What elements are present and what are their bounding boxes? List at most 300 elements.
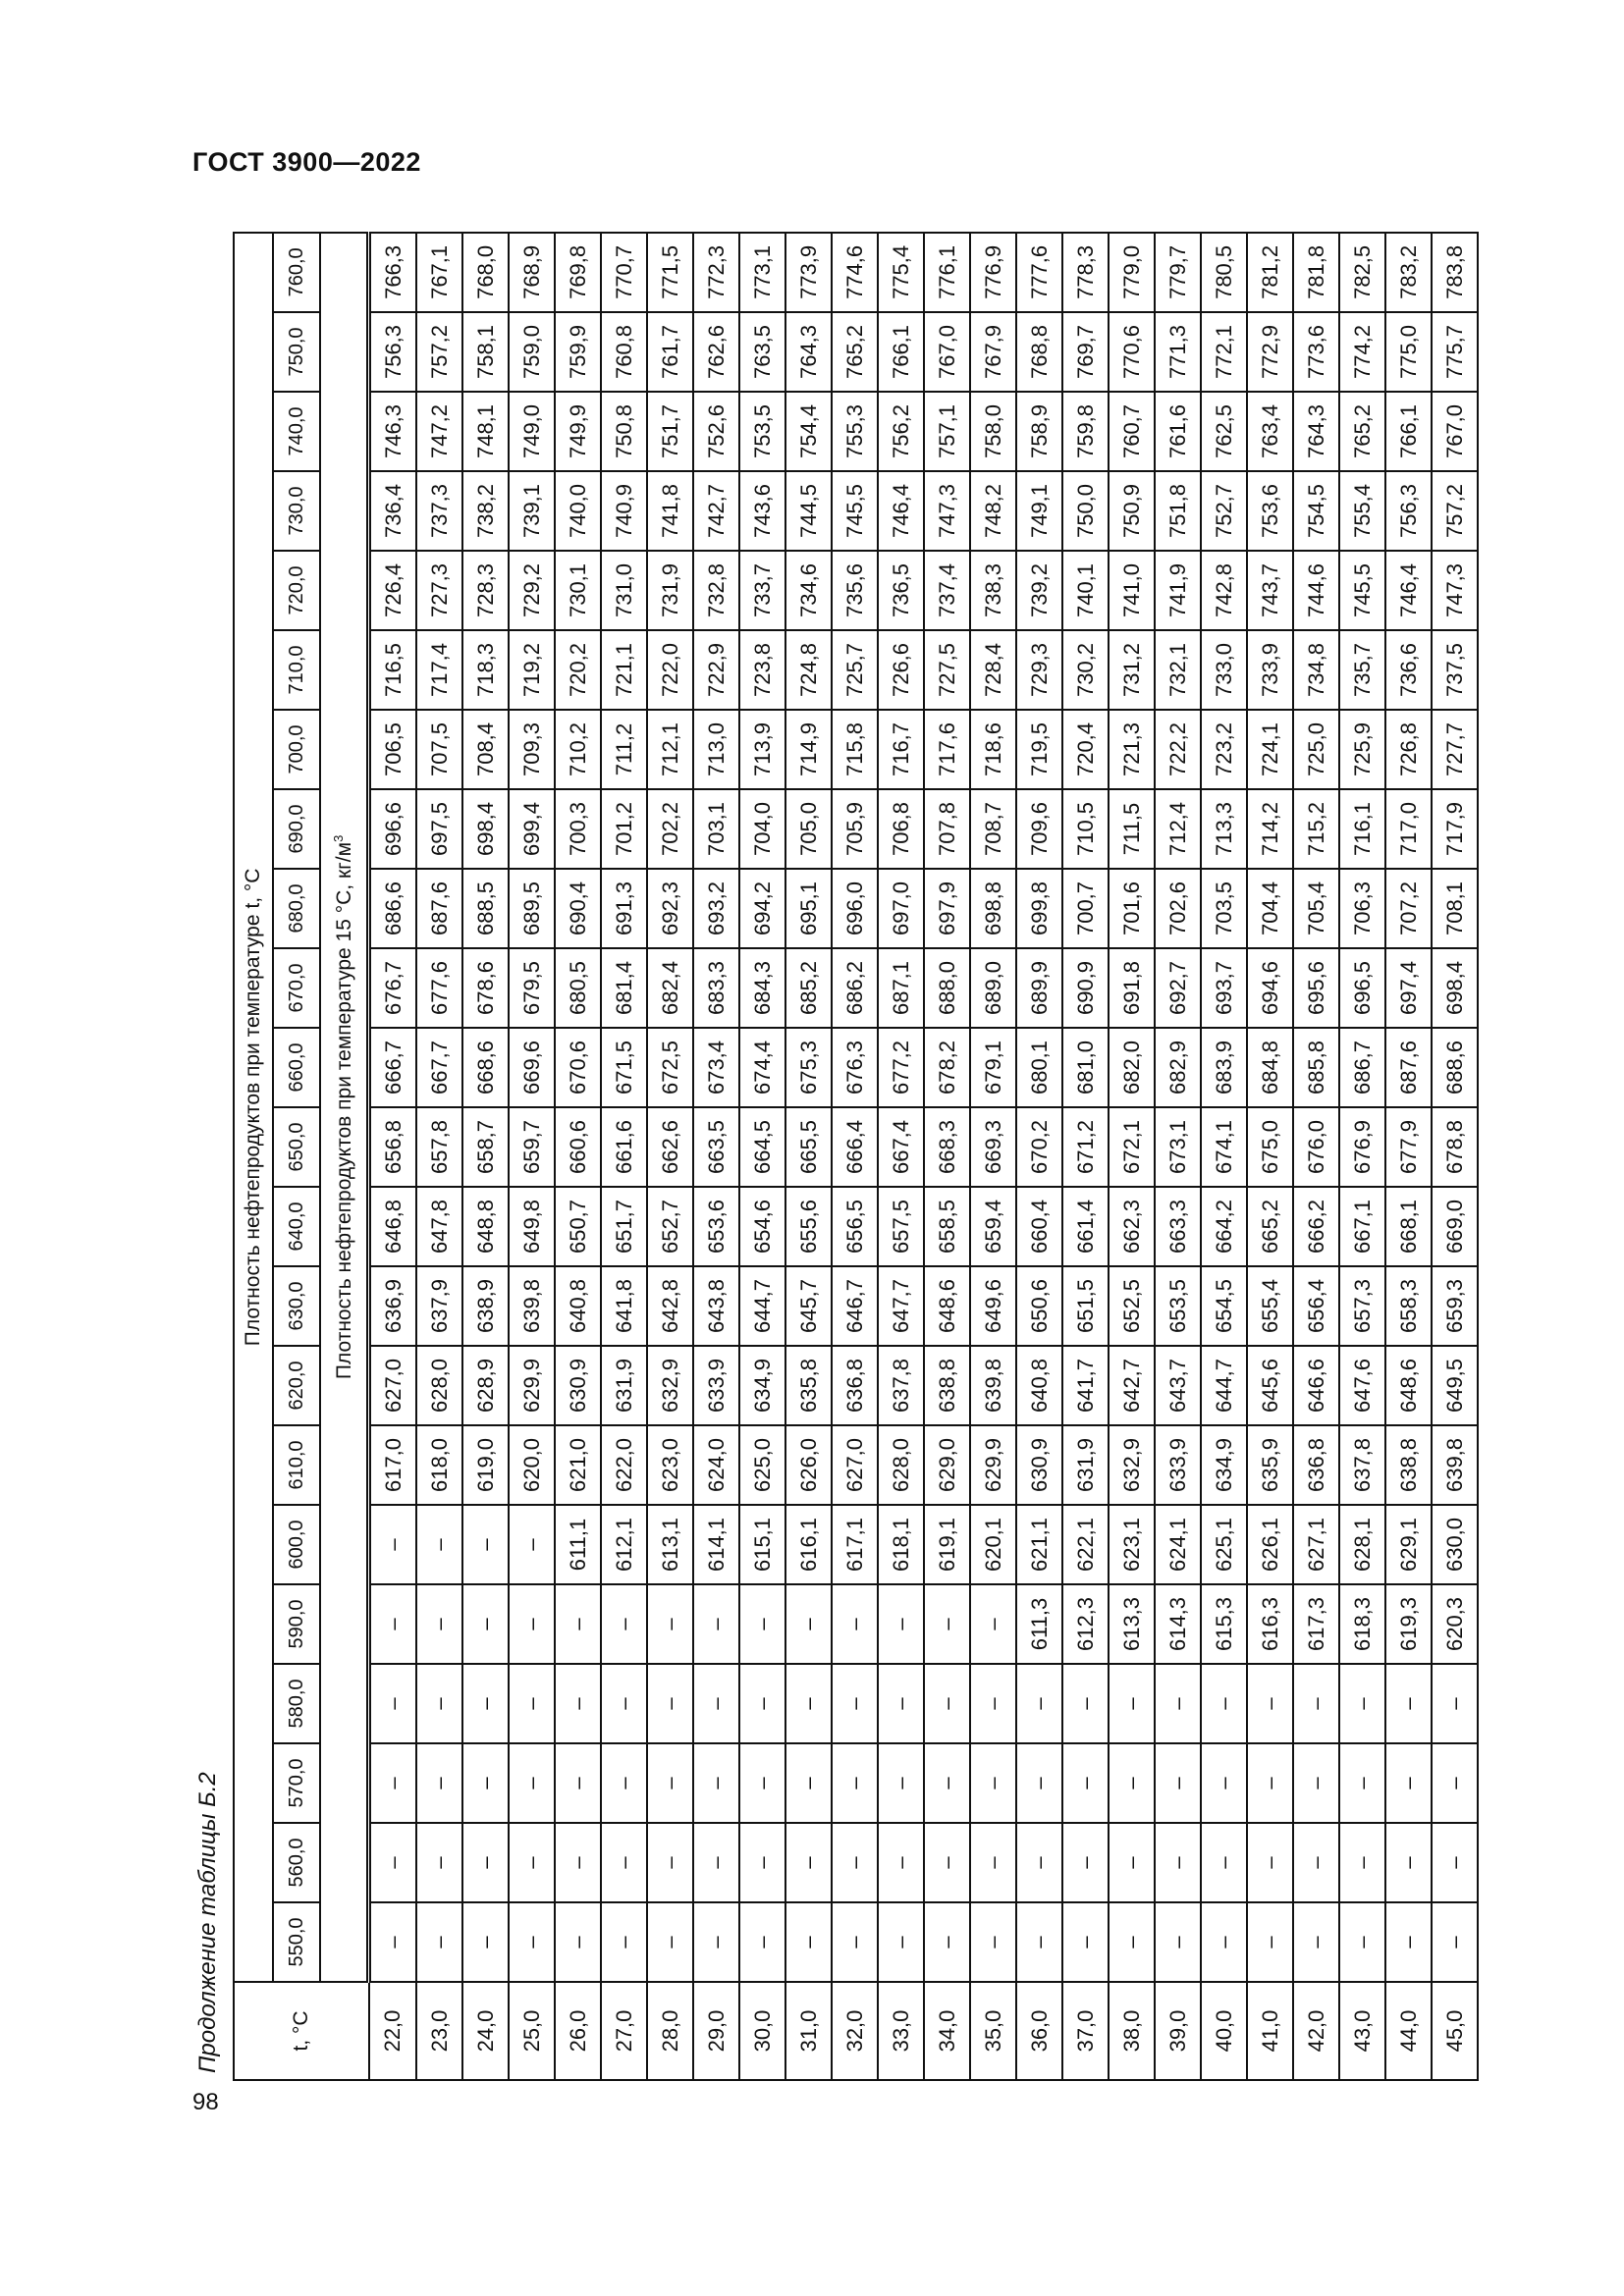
density-value-cell: 671,5 xyxy=(601,1028,647,1107)
density-value-cell: 661,4 xyxy=(1062,1187,1109,1266)
density-value-cell: 691,3 xyxy=(601,869,647,948)
density-value-cell: 689,5 xyxy=(509,869,555,948)
density-value-cell: 767,9 xyxy=(970,312,1016,392)
density-value-cell: 780,5 xyxy=(1201,233,1247,312)
density-value-cell: 736,4 xyxy=(369,471,417,551)
density-value-cell: 647,6 xyxy=(1339,1346,1385,1425)
density-value-cell: 617,0 xyxy=(369,1425,417,1505)
sub-header-text: Плотность нефтепродуктов при температуре 15 °C, кг/м xyxy=(333,841,355,1380)
density-value-cell: 655,4 xyxy=(1247,1266,1293,1346)
density-value-cell: 637,8 xyxy=(1339,1425,1385,1505)
density-value-cell: 701,2 xyxy=(601,789,647,869)
density-value-cell: 760,7 xyxy=(1109,392,1155,471)
table-row xyxy=(878,233,924,2080)
density-value-cell: 744,5 xyxy=(785,471,832,551)
density-value-cell: 643,7 xyxy=(1155,1346,1201,1425)
density-value-cell: 696,0 xyxy=(832,869,878,948)
density-value-cell: – xyxy=(462,1505,509,1584)
density-value-cell: 629,9 xyxy=(509,1346,555,1425)
density-value-cell: 680,5 xyxy=(555,948,601,1028)
density-value-cell: – xyxy=(416,1902,462,1982)
temperature-cell: 33,0 xyxy=(878,1982,924,2080)
t-column-header: t, °C xyxy=(234,1982,369,2080)
density-value-cell: – xyxy=(647,1664,693,1743)
density-value-cell: 782,5 xyxy=(1339,233,1385,312)
density-value-cell: 682,4 xyxy=(647,948,693,1028)
density-value-cell: – xyxy=(693,1823,739,1902)
density-value-cell: 636,8 xyxy=(1293,1425,1339,1505)
density-value-cell: – xyxy=(1109,1902,1155,1982)
density-value-cell: 739,1 xyxy=(509,471,555,551)
density-value-cell: 678,8 xyxy=(1432,1107,1478,1187)
density-value-cell: 750,8 xyxy=(601,392,647,471)
density-value-cell: 697,4 xyxy=(1385,948,1432,1028)
density-value-cell: – xyxy=(924,1664,970,1743)
density-value-cell: 779,7 xyxy=(1155,233,1201,312)
density-value-cell: 729,2 xyxy=(509,551,555,630)
density-value-cell: – xyxy=(1109,1664,1155,1743)
density-value-cell: – xyxy=(601,1902,647,1982)
density-value-cell: 649,6 xyxy=(970,1266,1016,1346)
density-value-cell: 675,3 xyxy=(785,1028,832,1107)
density-value-cell: 708,7 xyxy=(970,789,1016,869)
density-value-cell: 641,8 xyxy=(601,1266,647,1346)
temperature-cell: 41,0 xyxy=(1247,1982,1293,2080)
density-column-header: 580,0 xyxy=(273,1664,320,1743)
density-value-cell: – xyxy=(1432,1902,1478,1982)
density-value-cell: 767,1 xyxy=(416,233,462,312)
table-row xyxy=(924,233,970,2080)
density-value-cell: – xyxy=(1385,1823,1432,1902)
density-value-cell: – xyxy=(1339,1664,1385,1743)
density-value-cell: 644,7 xyxy=(1201,1346,1247,1425)
density-value-cell: – xyxy=(1247,1664,1293,1743)
density-value-cell: 729,3 xyxy=(1016,630,1062,710)
density-value-cell: – xyxy=(555,1823,601,1902)
density-value-cell: 618,3 xyxy=(1339,1584,1385,1664)
density-value-cell: 621,1 xyxy=(1016,1505,1062,1584)
density-value-cell: 728,4 xyxy=(970,630,1016,710)
density-value-cell: 741,9 xyxy=(1155,551,1201,630)
density-value-cell: – xyxy=(878,1902,924,1982)
density-value-cell: 766,1 xyxy=(1385,392,1432,471)
density-value-cell: 759,8 xyxy=(1062,392,1109,471)
density-value-cell: – xyxy=(1247,1743,1293,1823)
density-value-cell: 754,5 xyxy=(1293,471,1339,551)
density-value-cell: 751,8 xyxy=(1155,471,1201,551)
density-value-cell: 659,3 xyxy=(1432,1266,1478,1346)
density-value-cell: 646,8 xyxy=(369,1187,417,1266)
density-value-cell: – xyxy=(1385,1664,1432,1743)
density-value-cell: 668,3 xyxy=(924,1107,970,1187)
density-value-cell: 739,2 xyxy=(1016,551,1062,630)
density-column-header: 550,0 xyxy=(273,1902,320,1982)
density-value-cell: 755,3 xyxy=(832,392,878,471)
density-value-cell: 769,8 xyxy=(555,233,601,312)
density-value-cell: 715,8 xyxy=(832,710,878,789)
density-value-cell: 695,6 xyxy=(1293,948,1339,1028)
density-value-cell: – xyxy=(832,1584,878,1664)
temperature-cell: 31,0 xyxy=(785,1982,832,2080)
density-value-cell: 779,0 xyxy=(1109,233,1155,312)
density-value-cell: 664,2 xyxy=(1201,1187,1247,1266)
density-value-cell: – xyxy=(1339,1823,1385,1902)
table-row xyxy=(1247,233,1293,2080)
density-value-cell: 632,9 xyxy=(647,1346,693,1425)
density-value-cell: 648,6 xyxy=(924,1266,970,1346)
density-value-cell: 760,8 xyxy=(601,312,647,392)
density-value-cell: – xyxy=(924,1584,970,1664)
density-value-cell: 656,4 xyxy=(1293,1266,1339,1346)
density-value-cell: 724,8 xyxy=(785,630,832,710)
density-value-cell: 649,5 xyxy=(1432,1346,1478,1425)
density-column-header: 680,0 xyxy=(273,869,320,948)
density-value-cell: – xyxy=(970,1823,1016,1902)
density-value-cell: – xyxy=(1293,1902,1339,1982)
density-value-cell: 730,1 xyxy=(555,551,601,630)
temperature-cell: 29,0 xyxy=(693,1982,739,2080)
table-row xyxy=(832,233,878,2080)
density-column-header: 670,0 xyxy=(273,948,320,1028)
density-value-cell: 667,1 xyxy=(1339,1187,1385,1266)
density-column-header: 620,0 xyxy=(273,1346,320,1425)
density-value-cell: 636,9 xyxy=(369,1266,417,1346)
density-value-cell: – xyxy=(509,1743,555,1823)
density-value-cell: 770,6 xyxy=(1109,312,1155,392)
density-value-cell: 696,5 xyxy=(1339,948,1385,1028)
density-column-header: 600,0 xyxy=(273,1505,320,1584)
density-value-cell: 622,1 xyxy=(1062,1505,1109,1584)
density-value-cell: 625,0 xyxy=(739,1425,785,1505)
density-value-cell: – xyxy=(878,1743,924,1823)
density-value-cell: 744,6 xyxy=(1293,551,1339,630)
density-value-cell: 697,9 xyxy=(924,869,970,948)
temperature-cell: 34,0 xyxy=(924,1982,970,2080)
density-value-cell: 629,9 xyxy=(970,1425,1016,1505)
density-table-rotated xyxy=(233,232,1485,2081)
density-value-cell: – xyxy=(509,1823,555,1902)
density-value-cell: 765,2 xyxy=(1339,392,1385,471)
density-value-cell: – xyxy=(693,1743,739,1823)
density-value-cell: 633,9 xyxy=(693,1346,739,1425)
density-value-cell: 754,4 xyxy=(785,392,832,471)
density-value-cell: 618,0 xyxy=(416,1425,462,1505)
density-value-cell: 756,3 xyxy=(1385,471,1432,551)
density-value-cell: – xyxy=(739,1902,785,1982)
density-value-cell: 683,3 xyxy=(693,948,739,1028)
density-value-cell: 753,6 xyxy=(1247,471,1293,551)
density-value-cell: – xyxy=(416,1664,462,1743)
density-value-cell: 687,6 xyxy=(1385,1028,1432,1107)
table-row xyxy=(785,233,832,2080)
density-value-cell: 681,0 xyxy=(1062,1028,1109,1107)
density-value-cell: – xyxy=(647,1823,693,1902)
density-value-cell: 615,3 xyxy=(1201,1584,1247,1664)
density-value-cell: 634,9 xyxy=(1201,1425,1247,1505)
density-value-cell: 774,6 xyxy=(832,233,878,312)
density-value-cell: – xyxy=(462,1902,509,1982)
density-value-cell: 612,3 xyxy=(1062,1584,1109,1664)
density-value-cell: 712,1 xyxy=(647,710,693,789)
density-header-row xyxy=(273,233,320,2080)
density-value-cell: 761,6 xyxy=(1155,392,1201,471)
temperature-cell: 37,0 xyxy=(1062,1982,1109,2080)
density-value-cell: 639,8 xyxy=(1432,1425,1478,1505)
density-value-cell: 668,1 xyxy=(1385,1187,1432,1266)
density-value-cell: – xyxy=(369,1743,417,1823)
density-value-cell: 718,6 xyxy=(970,710,1016,789)
density-value-cell: 746,3 xyxy=(369,392,417,471)
density-value-cell: – xyxy=(1062,1664,1109,1743)
density-value-cell: 677,9 xyxy=(1385,1107,1432,1187)
density-value-cell: 713,9 xyxy=(739,710,785,789)
density-value-cell: 619,0 xyxy=(462,1425,509,1505)
density-value-cell: 695,1 xyxy=(785,869,832,948)
density-value-cell: – xyxy=(693,1584,739,1664)
density-value-cell: 762,5 xyxy=(1201,392,1247,471)
density-value-cell: 699,8 xyxy=(1016,869,1062,948)
density-value-cell: 736,5 xyxy=(878,551,924,630)
density-value-cell: 645,7 xyxy=(785,1266,832,1346)
temperature-cell: 38,0 xyxy=(1109,1982,1155,2080)
table-row xyxy=(1155,233,1201,2080)
density-value-cell: 614,1 xyxy=(693,1505,739,1584)
density-value-cell: 639,8 xyxy=(509,1266,555,1346)
density-value-cell: 737,3 xyxy=(416,471,462,551)
density-value-cell: 630,0 xyxy=(1432,1505,1478,1584)
density-value-cell: 690,9 xyxy=(1062,948,1109,1028)
density-value-cell: 706,3 xyxy=(1339,869,1385,948)
density-value-cell: 733,7 xyxy=(739,551,785,630)
density-value-cell: – xyxy=(785,1823,832,1902)
density-value-cell: 612,1 xyxy=(601,1505,647,1584)
temperature-cell: 35,0 xyxy=(970,1982,1016,2080)
density-value-cell: 634,9 xyxy=(739,1346,785,1425)
density-value-cell: 759,0 xyxy=(509,312,555,392)
density-value-cell: 644,7 xyxy=(739,1266,785,1346)
density-column-header: 610,0 xyxy=(273,1425,320,1505)
density-value-cell: 632,9 xyxy=(1109,1425,1155,1505)
density-value-cell: 679,1 xyxy=(970,1028,1016,1107)
density-value-cell: 714,9 xyxy=(785,710,832,789)
density-value-cell: 611,3 xyxy=(1016,1584,1062,1664)
density-value-cell: 773,6 xyxy=(1293,312,1339,392)
density-column-header: 690,0 xyxy=(273,789,320,869)
density-value-cell: 674,4 xyxy=(739,1028,785,1107)
density-value-cell: 738,3 xyxy=(970,551,1016,630)
density-value-cell: – xyxy=(1293,1664,1339,1743)
density-value-cell: – xyxy=(1385,1902,1432,1982)
density-value-cell: 676,7 xyxy=(369,948,417,1028)
density-value-cell: 738,2 xyxy=(462,471,509,551)
density-value-cell: 720,2 xyxy=(555,630,601,710)
density-value-cell: 740,9 xyxy=(601,471,647,551)
density-value-cell: 745,5 xyxy=(1339,551,1385,630)
temperature-cell: 26,0 xyxy=(555,1982,601,2080)
density-value-cell: 764,3 xyxy=(1293,392,1339,471)
density-column-header: 650,0 xyxy=(273,1107,320,1187)
density-value-cell: 659,4 xyxy=(970,1187,1016,1266)
density-value-cell: 629,1 xyxy=(1385,1505,1432,1584)
density-value-cell: 710,5 xyxy=(1062,789,1109,869)
density-value-cell: 698,8 xyxy=(970,869,1016,948)
density-value-cell: – xyxy=(416,1823,462,1902)
table-row xyxy=(1062,233,1109,2080)
density-value-cell: 613,3 xyxy=(1109,1584,1155,1664)
density-value-cell: 617,3 xyxy=(1293,1584,1339,1664)
density-value-cell: 693,7 xyxy=(1201,948,1247,1028)
temperature-cell: 43,0 xyxy=(1339,1982,1385,2080)
density-value-cell: 778,3 xyxy=(1062,233,1109,312)
density-value-cell: 769,7 xyxy=(1062,312,1109,392)
density-value-cell: 628,0 xyxy=(878,1425,924,1505)
density-value-cell: – xyxy=(878,1823,924,1902)
density-value-cell: – xyxy=(1247,1902,1293,1982)
density-value-cell: 697,0 xyxy=(878,869,924,948)
density-value-cell: – xyxy=(1432,1823,1478,1902)
density-value-cell: 783,2 xyxy=(1385,233,1432,312)
density-value-cell: – xyxy=(924,1743,970,1823)
density-value-cell: – xyxy=(647,1743,693,1823)
density-value-cell: 718,3 xyxy=(462,630,509,710)
density-value-cell: 620,0 xyxy=(509,1425,555,1505)
density-value-cell: 666,4 xyxy=(832,1107,878,1187)
density-value-cell: 686,7 xyxy=(1339,1028,1385,1107)
density-value-cell: 753,5 xyxy=(739,392,785,471)
density-value-cell: 726,6 xyxy=(878,630,924,710)
density-value-cell: 703,5 xyxy=(1201,869,1247,948)
density-value-cell: 716,1 xyxy=(1339,789,1385,869)
density-value-cell: – xyxy=(1109,1743,1155,1823)
table-row xyxy=(1432,233,1478,2080)
density-value-cell: 652,7 xyxy=(647,1187,693,1266)
density-value-cell: 726,4 xyxy=(369,551,417,630)
density-value-cell: 726,8 xyxy=(1385,710,1432,789)
density-value-cell: 628,9 xyxy=(462,1346,509,1425)
density-value-cell: 699,4 xyxy=(509,789,555,869)
density-value-cell: 657,8 xyxy=(416,1107,462,1187)
density-value-cell: – xyxy=(1201,1664,1247,1743)
density-value-cell: 706,5 xyxy=(369,710,417,789)
density-value-cell: – xyxy=(1155,1664,1201,1743)
density-value-cell: 674,1 xyxy=(1201,1107,1247,1187)
density-value-cell: 688,5 xyxy=(462,869,509,948)
density-value-cell: 666,2 xyxy=(1293,1187,1339,1266)
density-value-cell: – xyxy=(1201,1743,1247,1823)
density-value-cell: 749,1 xyxy=(1016,471,1062,551)
density-value-cell: 706,8 xyxy=(878,789,924,869)
density-value-cell: 748,1 xyxy=(462,392,509,471)
density-value-cell: 704,0 xyxy=(739,789,785,869)
density-value-cell: 730,2 xyxy=(1062,630,1109,710)
density-value-cell: 734,6 xyxy=(785,551,832,630)
density-value-cell: 757,1 xyxy=(924,392,970,471)
density-value-cell: 775,0 xyxy=(1385,312,1432,392)
density-value-cell: 691,8 xyxy=(1109,948,1155,1028)
density-value-cell: 720,4 xyxy=(1062,710,1109,789)
density-value-cell: – xyxy=(555,1902,601,1982)
document-title: ГОСТ 3900—2022 xyxy=(192,147,421,177)
density-value-cell: 642,8 xyxy=(647,1266,693,1346)
density-value-cell: 628,0 xyxy=(416,1346,462,1425)
density-value-cell: 631,9 xyxy=(601,1346,647,1425)
density-value-cell: 693,2 xyxy=(693,869,739,948)
density-value-cell: 747,3 xyxy=(1432,551,1478,630)
table-row xyxy=(1385,233,1432,2080)
density-value-cell: – xyxy=(1062,1902,1109,1982)
density-value-cell: 683,9 xyxy=(1201,1028,1247,1107)
density-value-cell: 725,7 xyxy=(832,630,878,710)
density-value-cell: 740,0 xyxy=(555,471,601,551)
density-value-cell: – xyxy=(1155,1823,1201,1902)
density-value-cell: – xyxy=(1339,1743,1385,1823)
density-value-cell: 775,7 xyxy=(1432,312,1478,392)
density-value-cell: 624,1 xyxy=(1155,1505,1201,1584)
density-value-cell: 655,6 xyxy=(785,1187,832,1266)
density-column-header: 660,0 xyxy=(273,1028,320,1107)
density-value-cell: 692,3 xyxy=(647,869,693,948)
density-value-cell: 614,3 xyxy=(1155,1584,1201,1664)
density-value-cell: 698,4 xyxy=(1432,948,1478,1028)
density-value-cell: – xyxy=(785,1584,832,1664)
sub-header xyxy=(320,233,369,1982)
density-value-cell: 689,0 xyxy=(970,948,1016,1028)
table-row xyxy=(1339,233,1385,2080)
density-value-cell: 659,7 xyxy=(509,1107,555,1187)
density-value-cell: 763,4 xyxy=(1247,392,1293,471)
density-value-cell: – xyxy=(462,1584,509,1664)
density-value-cell: 688,0 xyxy=(924,948,970,1028)
density-value-cell: 717,9 xyxy=(1432,789,1478,869)
density-value-cell: 616,1 xyxy=(785,1505,832,1584)
density-value-cell: 717,0 xyxy=(1385,789,1432,869)
table-row xyxy=(416,233,462,2080)
density-value-cell: 701,6 xyxy=(1109,869,1155,948)
density-value-cell: – xyxy=(693,1664,739,1743)
density-value-cell: – xyxy=(878,1664,924,1743)
density-value-cell: 762,6 xyxy=(693,312,739,392)
density-value-cell: 731,0 xyxy=(601,551,647,630)
temperature-cell: 39,0 xyxy=(1155,1982,1201,2080)
density-value-cell: 775,4 xyxy=(878,233,924,312)
density-value-cell: 653,6 xyxy=(693,1187,739,1266)
density-value-cell: 766,1 xyxy=(878,312,924,392)
density-value-cell: 668,6 xyxy=(462,1028,509,1107)
density-value-cell: 751,7 xyxy=(647,392,693,471)
table-row xyxy=(369,233,417,2080)
density-value-cell: – xyxy=(832,1823,878,1902)
density-value-cell: – xyxy=(739,1664,785,1743)
density-value-cell: 732,8 xyxy=(693,551,739,630)
table-row xyxy=(555,233,601,2080)
density-value-cell: 717,4 xyxy=(416,630,462,710)
sub-header-sup: 3 xyxy=(331,834,346,842)
page-number: 98 xyxy=(192,2089,219,2115)
density-value-cell: 719,5 xyxy=(1016,710,1062,789)
density-value-cell: – xyxy=(601,1823,647,1902)
density-value-cell: 750,0 xyxy=(1062,471,1109,551)
density-value-cell: 721,3 xyxy=(1109,710,1155,789)
density-value-cell: – xyxy=(1109,1823,1155,1902)
density-value-cell: 687,6 xyxy=(416,869,462,948)
density-value-cell: 731,9 xyxy=(647,551,693,630)
table-row xyxy=(462,233,509,2080)
density-value-cell: 682,9 xyxy=(1155,1028,1201,1107)
density-value-cell: – xyxy=(739,1584,785,1664)
density-value-cell: – xyxy=(1016,1743,1062,1823)
temperature-cell: 44,0 xyxy=(1385,1982,1432,2080)
density-value-cell: 774,2 xyxy=(1339,312,1385,392)
